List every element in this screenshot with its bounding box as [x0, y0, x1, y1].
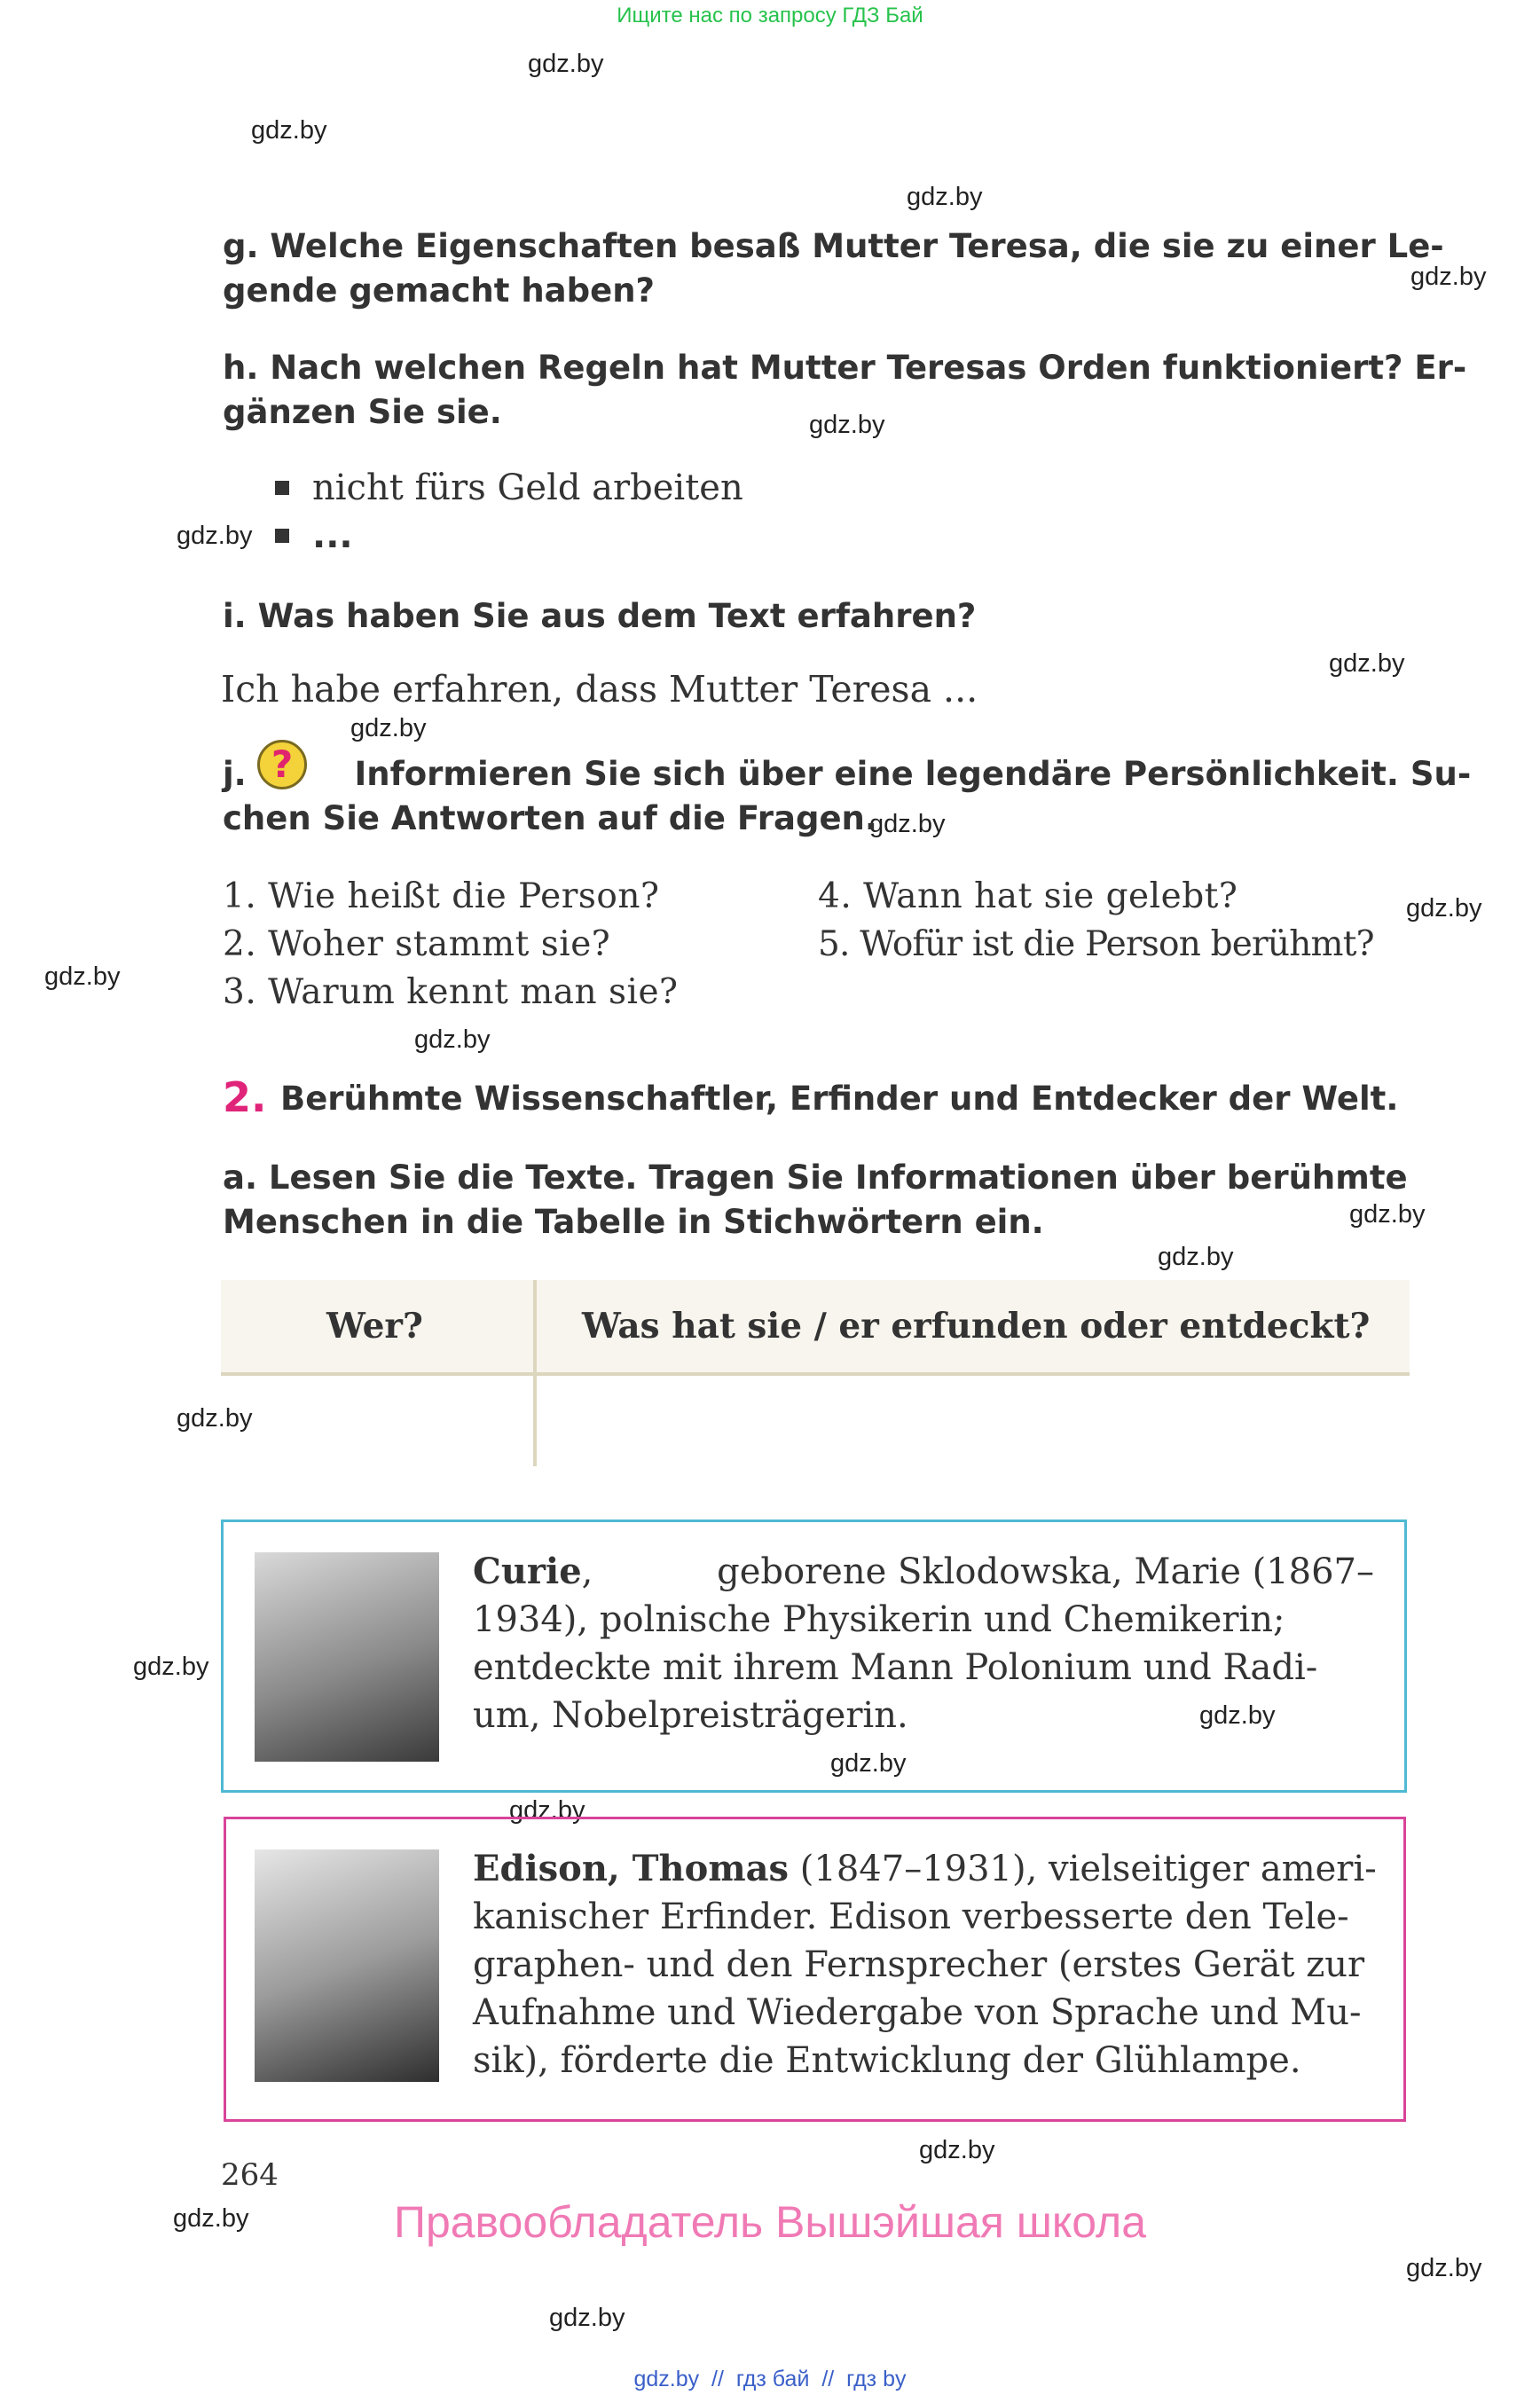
- task-instruction-line2: Menschen in die Tabelle in Stichwörtern ein.: [223, 1203, 1044, 1241]
- edison-portrait: [255, 1849, 439, 2082]
- watermark: gdz.by: [1406, 2254, 1482, 2282]
- question-h-line1: h. Nach welchen Regeln hat Mutter Teresas Orden funktioniert? Er-: [223, 349, 1467, 387]
- question-j-prefix: j.: [223, 755, 247, 793]
- watermark: gdz.by: [177, 1404, 253, 1433]
- question-j-line1: Informieren Sie sich über eine legendäre Persönlichkeit. Su-: [354, 755, 1472, 793]
- watermark: gdz.by: [1158, 1243, 1234, 1271]
- watermark: gdz.by: [509, 1796, 585, 1825]
- curie-text: Curie, geborene Sklodowska, Marie (1867– 1934), polnische Physikerin und Chemikerin; entdeckte mit ihrem Mann Polonium und Radi- um, Nobelpreisträgerin.: [473, 1548, 1374, 1739]
- copyright-notice: Правообладатель Вышэйшая школа: [394, 2197, 1146, 2247]
- watermark: gdz.by: [1329, 649, 1405, 678]
- table-header-what: Was hat sie / er erfunden oder entdeckt?: [582, 1306, 1371, 1347]
- question-h: [223, 346, 1467, 435]
- list-item: 2. Woher stammt sie?: [223, 924, 611, 964]
- watermark: gdz.by: [869, 810, 946, 838]
- list-item: 4. Wann hat sie gelebt?: [818, 876, 1238, 916]
- watermark: gdz.by: [907, 183, 983, 211]
- list-item: 3. Warum kennt man sie?: [223, 972, 679, 1012]
- table-divider: [533, 1280, 537, 1466]
- task-instruction-line1: a. Lesen Sie die Texte. Tragen Sie Informationen über berühmte: [223, 1158, 1408, 1197]
- bullet-text: nicht fürs Geld arbeiten: [312, 467, 743, 508]
- watermark: gdz.by: [173, 2204, 249, 2233]
- page-number: 264: [221, 2157, 279, 2193]
- question-i: i. Was haben Sie aus dem Text erfahren?: [223, 597, 977, 635]
- edison-text: [473, 1845, 1377, 2085]
- curie-name: Curie: [473, 1551, 582, 1592]
- curie-line: 1934), polnische Physikerin und Chemikerin;: [473, 1599, 1285, 1640]
- edison-line: kanischer Erfinder. Edison verbesserte den Tele-: [473, 1896, 1349, 1937]
- edison-line: sik), förderte die Entwicklung der Glühlampe.: [473, 2040, 1301, 2081]
- watermark: gdz.by: [414, 1025, 491, 1054]
- question-j-line2: chen Sie Antworten auf die Fragen.: [223, 799, 877, 837]
- watermark: gdz.by: [251, 116, 327, 145]
- watermark: gdz.by: [809, 411, 885, 439]
- question-mark-icon: ?: [257, 740, 307, 789]
- edison-line: (1847–1931), vielseitiger ameri-: [799, 1849, 1377, 1889]
- watermark: gdz.by: [1410, 263, 1487, 291]
- watermark: gdz.by: [350, 714, 427, 742]
- answer-starter: Ich habe erfahren, dass Mutter Teresa ...: [221, 668, 978, 711]
- bullet-square-icon: [275, 481, 289, 495]
- watermark: gdz.by: [1349, 1200, 1426, 1229]
- watermark: gdz.by: [133, 1653, 209, 1681]
- curie-line: entdeckte mit ihrem Mann Polonium und Radi-: [473, 1647, 1318, 1688]
- watermark: gdz.by: [44, 962, 121, 991]
- question-g: [223, 224, 1444, 313]
- curie-portrait: [255, 1552, 439, 1762]
- watermark: gdz.by: [549, 2304, 625, 2332]
- question-g-line2: gende gemacht haben?: [223, 271, 656, 310]
- bullet-square-icon: [275, 529, 289, 543]
- list-item: [275, 467, 743, 508]
- edison-line: Aufnahme und Wiedergabe von Sprache und Mu-: [473, 1992, 1362, 2033]
- watermark: gdz.by: [528, 50, 604, 78]
- watermark: gdz.by: [830, 1749, 907, 1778]
- question-j: [223, 752, 1472, 841]
- list-item: 5. Wofür ist die Person berühmt?: [818, 924, 1374, 964]
- table-header-who: Wer?: [326, 1306, 423, 1347]
- edison-line: graphen- und den Fernsprecher (erstes Gerät zur: [473, 1944, 1365, 1985]
- list-item: [275, 515, 353, 556]
- task-number: 2.: [223, 1073, 267, 1121]
- footer-links[interactable]: gdz.by // гдз бай // гдз by: [633, 2367, 907, 2391]
- task-title: Berühmte Wissenschaftler, Erfinder und Entdecker der Welt.: [280, 1080, 1399, 1118]
- question-h-line2: gänzen Sie sie.: [223, 393, 502, 431]
- curie-line: geborene Sklodowska, Marie (1867–: [717, 1551, 1374, 1592]
- watermark: gdz.by: [919, 2136, 995, 2164]
- question-g-line1: g. Welche Eigenschaften besaß Mutter Teresa, die sie zu einer Le-: [223, 227, 1444, 265]
- task-instruction: [223, 1156, 1409, 1245]
- watermark: gdz.by: [177, 522, 253, 550]
- curie-line: um, Nobelpreisträgerin.: [473, 1695, 908, 1736]
- watermark: gdz.by: [1406, 894, 1482, 923]
- watermark: gdz.by: [1199, 1701, 1276, 1730]
- edison-name: Edison, Thomas: [473, 1848, 790, 1889]
- list-item: 1. Wie heißt die Person?: [223, 876, 660, 916]
- top-banner[interactable]: Ищите нас по запросу ГДЗ Бай: [617, 4, 923, 27]
- bullet-text: ...: [312, 515, 353, 556]
